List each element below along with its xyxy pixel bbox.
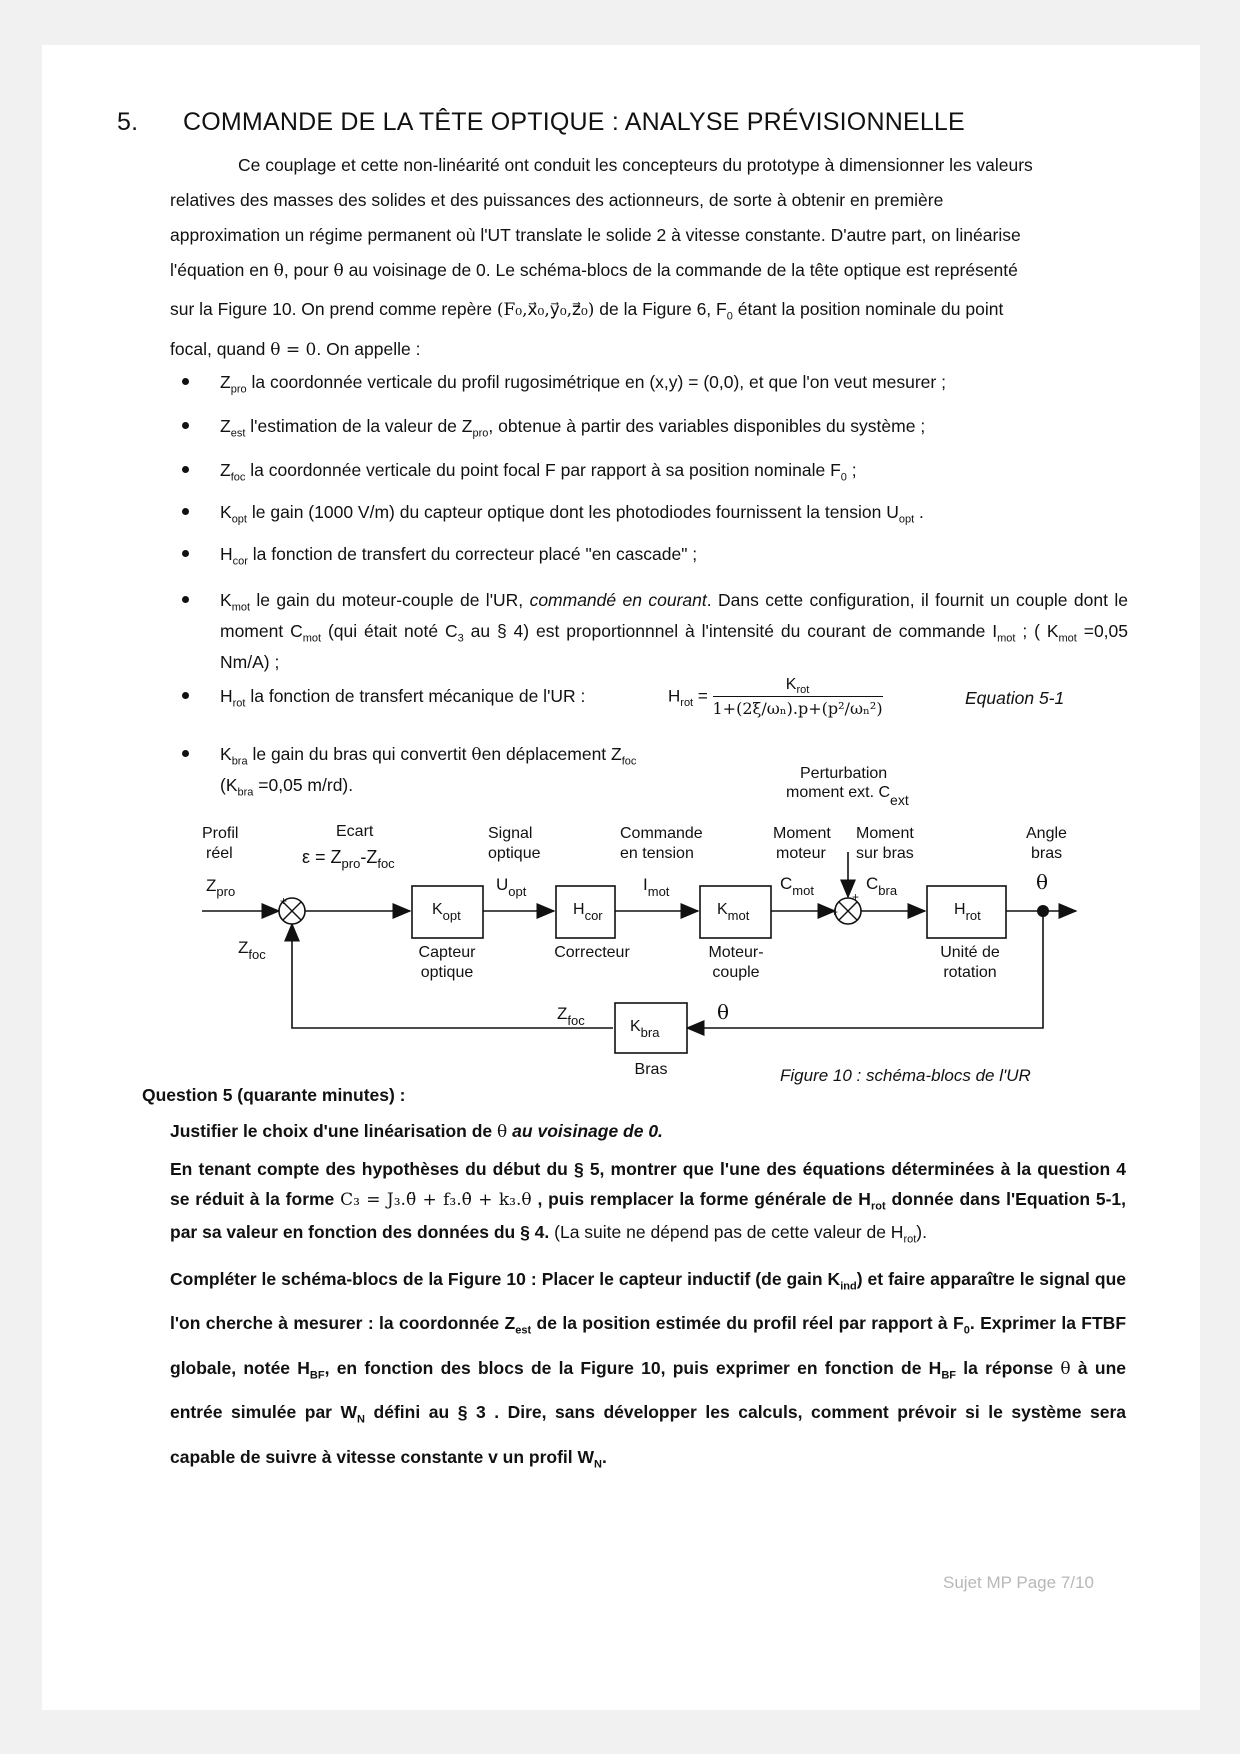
bullet-icon (182, 550, 189, 557)
subscript: mot (302, 632, 322, 645)
def-text: (qui était noté (327, 621, 439, 642)
kmot-label: $K_{mot}$ (717, 901, 750, 923)
label-epsilon: $\varepsilon = Z_{pro}-Z_{foc}$ (302, 847, 395, 871)
numerator: K (785, 676, 797, 693)
bullet-icon (182, 422, 189, 429)
question-text: , en fonction des blocs de la Figure 10, puis exprimer en fonction de H (324, 1357, 942, 1378)
label-theta-feedback: θ (717, 1000, 730, 1024)
caption-bras: Bras (634, 1061, 668, 1078)
list-item (190, 682, 640, 713)
def-italic: commandé en courant (529, 590, 707, 610)
label-ecart: Ecart (336, 823, 374, 840)
def-text: la coordonnée verticale du point focal F par rapport à sa position nominale (250, 460, 826, 480)
intro-line: Ce couplage et cette non-linéarité ont conduit les concepteurs du prototype à dimensionner les valeurs (238, 155, 1033, 175)
symbol: C (290, 621, 303, 642)
subscript: pro (230, 383, 247, 396)
symbol: H (220, 686, 233, 706)
question-text: . Exprimer la FTBF globale, notée H (170, 1313, 1127, 1378)
symbol: C (444, 621, 458, 642)
label-bras-angle: bras (1031, 845, 1063, 862)
label-moment-ext: moment ext. Cext (786, 784, 909, 808)
question-text: ). (916, 1221, 927, 1242)
label-moment-bras: Moment (856, 825, 914, 842)
question-text: à une entrée simulée par W (170, 1357, 1126, 1423)
question-text: , puis remplacer la forme générale de (537, 1189, 853, 1210)
frame-notation: (F₀,x⃗₀,y⃗₀,z⃗₀) (496, 300, 595, 320)
denominator: 1+(2ξ/ωₙ).p+(p²/ωₙ²) (712, 699, 883, 719)
symbol: H (220, 544, 233, 564)
def-text: , obtenue à partir des variables disponibles du système ; (488, 416, 926, 436)
question-text: la réponse (963, 1357, 1054, 1378)
symbol: I (992, 621, 998, 642)
label-angle: Angle (1026, 825, 1067, 842)
subscript: rot (870, 1200, 886, 1213)
summing-junction-2 (831, 890, 861, 924)
subscript: opt (231, 513, 247, 526)
intro-line: au voisinage de 0. Le schéma-blocs de la commande de la tête optique est représenté (348, 260, 1018, 280)
list-item (190, 586, 1128, 676)
def-text: ; (851, 460, 857, 480)
caption-rotation: rotation (943, 964, 997, 981)
bullet-icon (182, 378, 189, 385)
def-text: (K (220, 775, 238, 796)
symbol: K (220, 744, 232, 764)
symbol: Z (220, 372, 231, 392)
section-title: COMMANDE DE LA TÊTE OPTIQUE : ANALYSE PRÉVISIONNELLE (183, 108, 965, 136)
subscript: bra (231, 755, 248, 768)
subscript: 0 (963, 1324, 970, 1337)
def-text: la fonction de transfert mécanique de l'UR : (250, 686, 586, 706)
subscript: N (594, 1458, 602, 1471)
question-text: de la position estimée du profil réel par rapport à F (536, 1313, 964, 1334)
label-theta-out: θ (1036, 870, 1049, 894)
label-zfoc-bottom: $Z_{foc}$ (557, 1004, 585, 1028)
subscript: cor (232, 555, 248, 568)
question-text: Compléter le schéma-blocs de la Figure 10 : Placer le capteur inductif (de gain K (170, 1269, 841, 1290)
def-text: =0,05 Nm/A) ; (220, 621, 1129, 673)
subscript: rot (232, 697, 246, 710)
list-item (190, 498, 1128, 529)
bullet-icon (182, 692, 189, 699)
def-text: le gain du moteur-couple de l'UR, (256, 590, 524, 610)
svg-text:+: + (852, 890, 860, 904)
intro-line: focal, quand (170, 338, 266, 359)
subscript: bra (237, 786, 254, 799)
subscript: foc (621, 755, 637, 768)
question-title: Question 5 (quarante minutes) : (142, 1085, 406, 1105)
def-text: =0,05 m/rd). (258, 775, 354, 796)
pickoff-point (1037, 905, 1049, 917)
question-text: (La suite ne dépend pas de cette valeur de (554, 1221, 886, 1242)
section-heading (117, 108, 965, 137)
theta-symbol: θ (333, 261, 344, 281)
label-commande: Commande (620, 825, 703, 842)
subscript: 0 (840, 471, 847, 484)
svg-text:+: + (831, 905, 839, 919)
intro-line: de la Figure 6, F (599, 299, 727, 319)
question-text: . (601, 1446, 607, 1467)
caption-unite: Unité de (940, 944, 1000, 961)
symbol: Z (220, 460, 231, 480)
caption-optique: optique (420, 964, 474, 981)
intro-line: relatives des masses des solides et des puissances des actionneurs, de sorte à obtenir en première (170, 190, 944, 210)
question-text: ) et faire apparaître le signal que l'on cherche à mesurer : la coordonnée Z (170, 1269, 1126, 1334)
question-body (170, 1115, 1126, 1479)
subscript: est (515, 1324, 532, 1337)
bullet-icon (182, 750, 189, 757)
subscript: BF (309, 1369, 325, 1382)
label-optique: optique (488, 845, 541, 862)
intro-line: étant la position nominale du point (737, 299, 1004, 319)
caption-capteur: Capteur (418, 944, 476, 961)
subscript: rot (680, 696, 694, 709)
def-text: le gain (1000 V/m) du capteur optique dont les photodiodes fournissent la tension (251, 502, 882, 522)
label-en-tension: en tension (620, 845, 694, 862)
def-text: la coordonnée verticale du profil rugosimétrique en (x,y) = (0,0), et que l'on veut mesurer ; (251, 372, 946, 392)
theta-symbol: θ (471, 745, 482, 765)
def-text: . Dans cette configuration, il fournit un couple dont le moment (220, 590, 1128, 642)
block-diagram (0, 760, 1240, 1090)
subscript: est (230, 427, 246, 440)
page-footer: Sujet MP Page 7/10 (943, 1573, 1094, 1592)
hrot-label: $H_{rot}$ (954, 901, 981, 923)
subscript: opt (898, 513, 915, 526)
list-item (190, 412, 1128, 443)
def-text: le gain du bras qui convertit (252, 744, 467, 764)
subscript: mot (997, 632, 1016, 645)
kopt-label: $K_{opt}$ (432, 901, 461, 923)
subscript: mot (1058, 632, 1077, 645)
label-moteur: moteur (776, 845, 826, 862)
question-text: En tenant compte des hypothèses du début du § 5, montrer que l'une des équations déterminées à la question 4 se réduit à la forme (170, 1159, 1126, 1210)
equation-5-1: $H_{rot}$ = $\frac{K_{rot}}{\text{1+(2ξ/ωₙ).p+(p²/ωₙ²)}}$ (668, 676, 883, 719)
symbol: U (886, 502, 899, 522)
caption-correcteur: Correcteur (554, 944, 630, 961)
svg-text:-: - (289, 921, 293, 935)
theta-symbol: θ (1060, 1358, 1071, 1379)
subscript: rot (796, 684, 810, 697)
intro-line: , pour (283, 260, 329, 280)
subscript: BF (941, 1369, 956, 1382)
label-perturbation: Perturbation (800, 765, 888, 782)
label-reel: réel (206, 845, 233, 862)
symbol: K (220, 590, 232, 610)
label-cbra: $C_{bra}$ (866, 874, 898, 898)
label-moment-moteur: Moment (773, 825, 831, 842)
symbol: Z (461, 416, 473, 436)
intro-line: approximation un régime permanent où l'UT translate le solide 2 à vitesse constante. D'autre part, on linéarise (170, 225, 1021, 245)
intro-line: l'équation en (170, 260, 269, 280)
def-text: en déplacement (481, 744, 607, 764)
section-number: 5. (117, 108, 139, 136)
subscript: N (357, 1413, 365, 1426)
label-zfoc-left: $Z_{foc}$ (238, 938, 266, 962)
bullet-icon (182, 508, 189, 515)
label-profil: Profil (202, 825, 239, 842)
subscript: foc (230, 471, 246, 484)
bullet-icon (182, 596, 189, 603)
question-text: défini au § 3 . Dire, sans développer les calculs, comment prévoir si le système sera capable de suivre à vitesse constante v un profil W (170, 1402, 1126, 1467)
symbol: H (890, 1221, 904, 1242)
label-uopt: $U_{opt}$ (496, 875, 527, 899)
svg-text:+: + (280, 894, 288, 908)
subscript: ind (840, 1280, 857, 1293)
symbol: Z (611, 744, 622, 764)
intro-paragraph (170, 148, 1126, 367)
subscript: pro (472, 427, 489, 440)
question-text: Justifier le choix d'une linéarisation de (170, 1121, 493, 1141)
subscript: 0 (726, 310, 733, 323)
intro-line: sur la Figure 10. On prend comme repère (170, 299, 492, 319)
question-text: au voisinage de 0. (512, 1121, 663, 1141)
hcor-label: $H_{cor}$ (573, 901, 603, 923)
label-cmot: $C_{mot}$ (780, 874, 814, 898)
symbol: K (220, 502, 232, 522)
intro-line: . On appelle : (316, 338, 421, 359)
symbol: Z (220, 416, 231, 436)
label-zpro: $Z_{pro}$ (206, 876, 236, 899)
def-text: au § 4) est proportionnnel à l'intensité du courant de commande (470, 621, 986, 642)
figure-caption: Figure 10 : schéma-blocs de l'UR (780, 1066, 1031, 1085)
subscript: rot (903, 1233, 917, 1246)
label-imot: $I_{mot}$ (643, 875, 670, 899)
fraction (713, 676, 883, 718)
list-item (190, 368, 1128, 399)
def-text: la fonction de transfert du correcteur placé "en cascade" ; (252, 544, 698, 564)
symbol: F (830, 460, 841, 480)
list-item (190, 540, 1128, 571)
caption-couple: couple (712, 964, 760, 981)
caption-moteur: Moteur- (708, 944, 764, 961)
list-item (190, 456, 1128, 487)
equation-label: Equation 5-1 (965, 688, 1065, 708)
subscript: 3 (457, 632, 464, 645)
question-text: donnée dans l'Equation 5-1, par sa valeur en fonction des données du § 4. (170, 1189, 1126, 1242)
label-sur-bras: sur bras (856, 845, 914, 862)
theta-symbol: θ (497, 1122, 508, 1142)
kbra-label: $K_{bra}$ (630, 1018, 660, 1040)
summing-junction-1 (279, 894, 305, 935)
symbol: H (668, 686, 681, 706)
equation: C₃ = J₃.θ̈ + f₃.θ̇ + k₃.θ (340, 1190, 532, 1211)
theta-symbol: θ (273, 261, 284, 281)
def-text: l'estimation de la valeur de (250, 416, 457, 436)
symbol: H (858, 1189, 871, 1210)
def-text: ; ( K (1022, 621, 1059, 642)
bullet-icon (182, 466, 189, 473)
theta-zero: θ = 0 (270, 339, 317, 360)
def-text: . (919, 502, 924, 522)
subscript: mot (231, 601, 251, 614)
label-signal: Signal (488, 825, 533, 842)
